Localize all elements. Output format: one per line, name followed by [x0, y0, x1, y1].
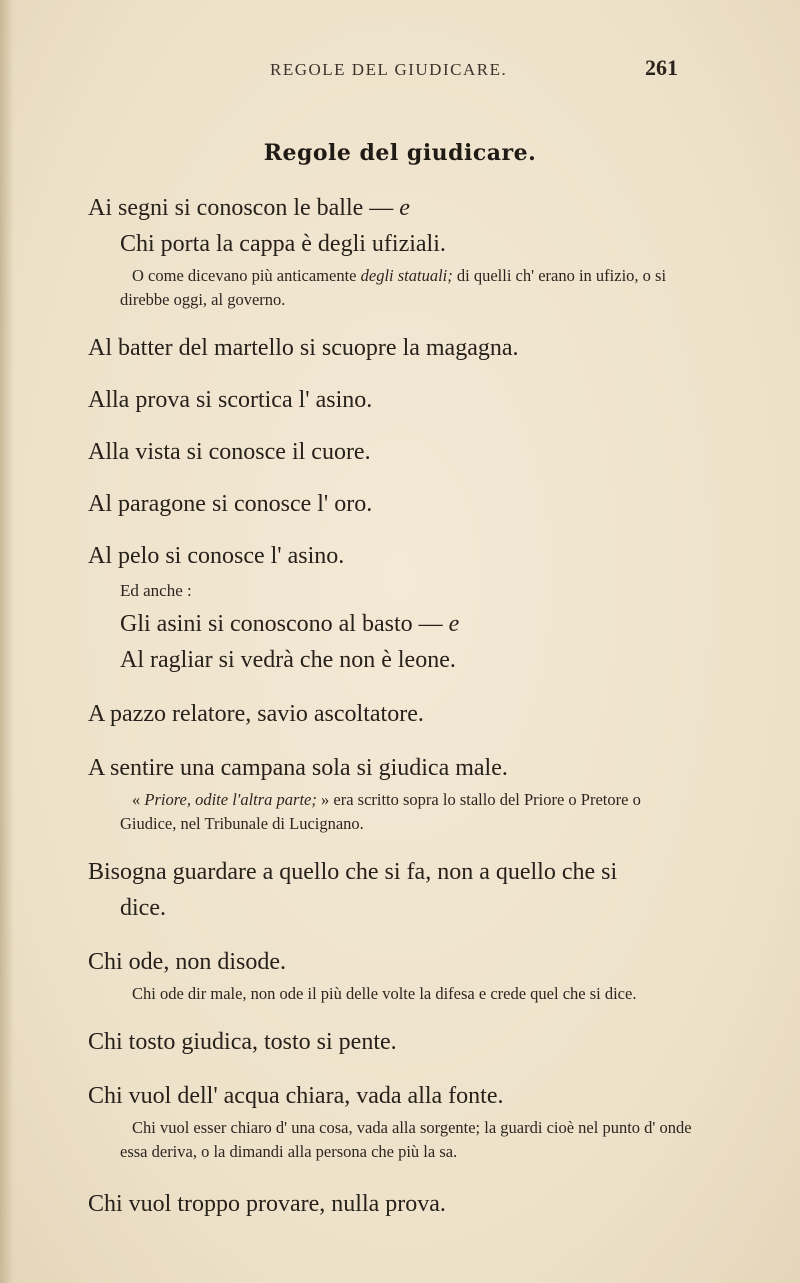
proverb-line: Gli asini si conoscono al basto — e: [120, 611, 460, 637]
proverb-line: dice.: [120, 895, 166, 921]
proverb-line: Bisogna guardare a quello che si fa, non a quello che si: [88, 859, 618, 885]
proverb-entry: [88, 538, 698, 678]
proverb-line: Chi porta la cappa è degli ufiziali.: [120, 231, 446, 257]
proverb-line: Al pelo si conosce l' asino.: [88, 543, 345, 569]
proverb-line: Alla vista si conosce il cuore.: [88, 439, 371, 465]
proverb-note: Ed anche :: [120, 581, 192, 600]
page-number: 261: [645, 55, 678, 80]
proverb-line: Alla prova si scortica l' asino.: [88, 387, 373, 413]
proverbs-list: [88, 190, 698, 1222]
proverb-line: Al ragliar si vedrà che non è leone.: [120, 647, 456, 673]
proverb-line: Ai segni si conoscon le balle — e: [88, 195, 410, 221]
proverb-line: Chi ode, non disode.: [88, 949, 286, 975]
proverb-line: Al paragone si conosce l' oro.: [88, 491, 373, 517]
running-head: REGOLE DEL GIUDICARE.: [270, 60, 508, 79]
proverb-entry: [88, 750, 698, 836]
proverb-line: Chi tosto giudica, tosto si pente.: [88, 1029, 397, 1055]
proverb-note: « Priore, odite l'altra parte; » era scritto sopra lo stallo del Priore o Pretore o Giudice, nel Tribunale di Lucignano.: [120, 790, 641, 833]
proverb-note: O come dicevano più anticamente degli statuali; di quelli ch' erano in ufizio, o si direbbe oggi, al governo.: [120, 266, 667, 309]
proverb-line: Chi vuol dell' acqua chiara, vada alla fonte.: [88, 1083, 504, 1109]
proverb-entry: [88, 854, 698, 926]
proverb-line: Chi vuol troppo provare, nulla prova.: [88, 1191, 446, 1217]
proverb-entry: [88, 944, 698, 1006]
proverb-line: A sentire una campana sola si giudica male.: [88, 755, 508, 781]
proverb-note: Chi ode dir male, non ode il più delle volte la difesa e crede quel che si dice.: [132, 984, 637, 1003]
proverb-note: Chi vuol esser chiaro d' una cosa, vada alla sorgente; la guardi cioè nel punto d' onde essa deriva, o la dimandi alla persona che più la sa.: [120, 1118, 692, 1161]
section-title: Regole del giudicare.: [263, 140, 537, 166]
page-edge-shadow: [0, 0, 14, 1283]
proverb-entry: [88, 190, 698, 312]
proverb-entry: [88, 1078, 698, 1164]
proverb-line: A pazzo relatore, savio ascoltatore.: [88, 701, 424, 727]
proverb-line: Al batter del martello si scuopre la magagna.: [88, 335, 519, 361]
